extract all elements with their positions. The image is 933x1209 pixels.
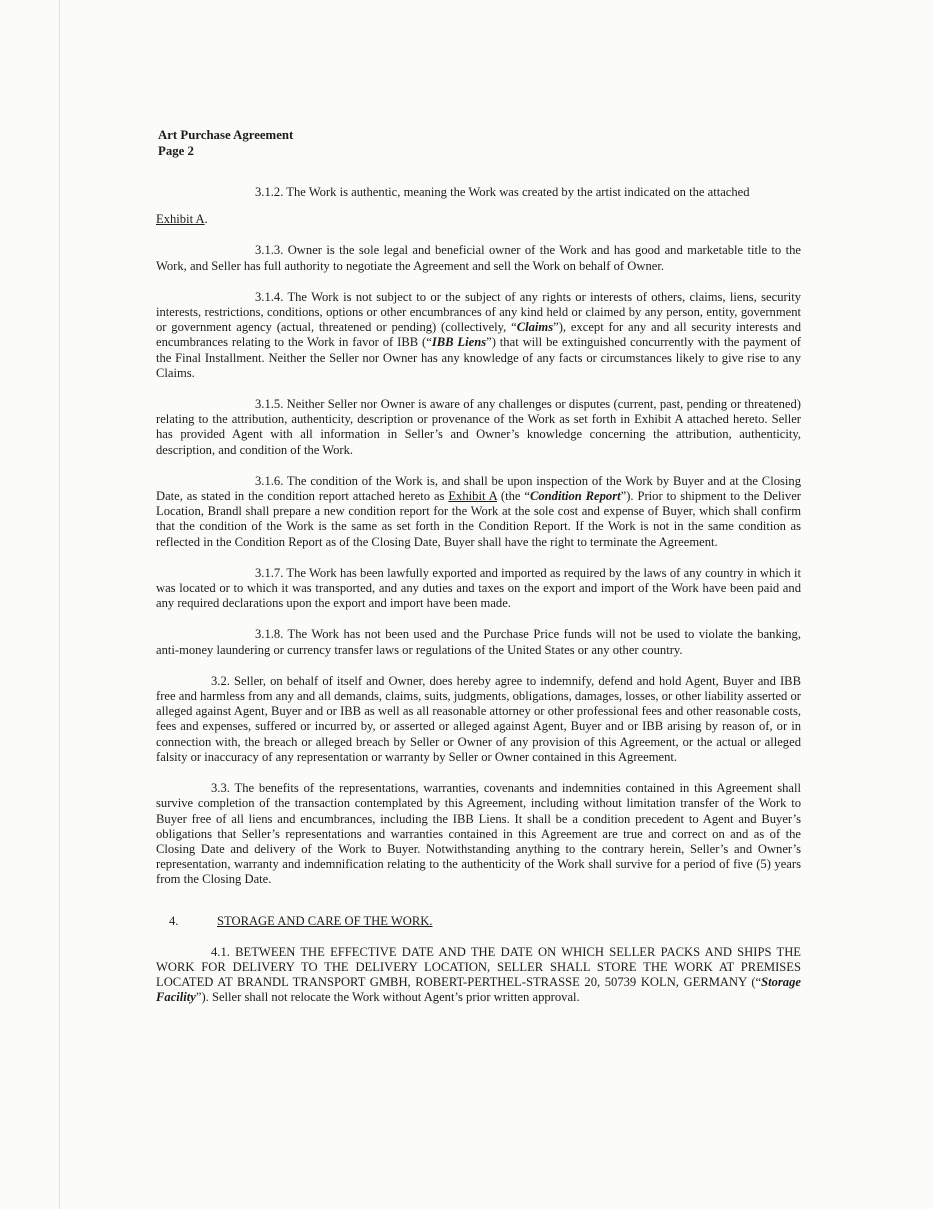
clause-3-3: 3.3. The benefits of the representations, warranties, covenants and indemnities contained in this Agreement shall survive completion of the transaction contemplated by this Agreement, including without limitation transfer of the Work to Buyer free of all liens and encumbrances, including the IBB Liens. It shall be a condition precedent to Agent and Buyer’s obligations that Seller’s representations and warranties contained in this Agreement are true and correct on and as of the Closing Date and delivery of the Work to Buyer. Notwithstanding anything to the contrary herein, Seller’s and Owner’s representation, warranty and indemnification relating to the authenticity of the Work shall survive for a period of five (5) years from the Closing Date. <box>156 781 801 887</box>
exhibit-a-reference: Exhibit A <box>448 489 498 504</box>
clause-3-1-4: 3.1.4. The Work is not subject to or the subject of any rights or interests of others, claims, liens, security interests, restrictions, conditions, options or other encumbrances of any kind held or claimed by any person, entity, government or government agency (actual, threatened or pending) (collectively, “Claims”), except for any and all security interests and encumbrances relating to the Work in favor of IBB (“IBB Liens”) that will be extinguished concurrently with the payment of the Final Installment. Neither the Seller nor Owner has any knowledge of any facts or circumstances likely to give rise to any Claims. <box>156 289 801 380</box>
document-page <box>156 128 801 1006</box>
exhibit-a-reference: Exhibit A <box>156 212 205 227</box>
clause-3-1-2-exhibit: Exhibit A. <box>156 212 208 227</box>
clause-3-1-5: 3.1.5. Neither Seller nor Owner is aware of any challenges or disputes (current, past, pending or threatened) relating to the attribution, authenticity, description or provenance of the Work as set forth in Exhibit A attached hereto. Seller has provided Agent with all information in Seller’s and Owner’s knowledge concerning the attribution, authenticity, description, and condition of the Work. <box>156 397 801 457</box>
defined-term-condition-report: Condition Report <box>529 489 621 504</box>
clause-3-1-2: 3.1.2. The Work is authentic, meaning the Work was created by the artist indicated on the attached <box>255 185 750 199</box>
section-4-title: STORAGE AND CARE OF THE WORK. <box>217 913 433 928</box>
document-header <box>158 128 801 159</box>
scan-edge <box>59 0 60 1209</box>
section-4-number: 4. <box>169 913 179 928</box>
clause-3-1-3: 3.1.3. Owner is the sole legal and beneficial owner of the Work and has good and marketable title to the Work, and Seller has full authority to negotiate the Agreement and sell the Work on behalf of Owner. <box>156 243 801 273</box>
defined-term-ibb-liens: IBB Liens <box>431 335 487 350</box>
defined-term-storage-facility: Storage Facility <box>156 975 801 1005</box>
clause-3-1-6: 3.1.6. The condition of the Work is, and shall be upon inspection of the Work by Buyer and at the Closing Date, as stated in the condition report attached hereto as Exhibit A (the “Condition Report”). Prior to shipment to the Deliver Location, Brandl shall prepare a new condition report for the Work at the sole cost and expense of Buyer, which shall confirm that the condition of the Work is the same as set forth in the Condition Report. If the Work is not in the same condition as reflected in the Condition Report as of the Closing Date, Buyer shall have the right to terminate the Agreement. <box>156 473 801 549</box>
defined-term-claims: Claims <box>516 320 554 335</box>
page-number: Page 2 <box>158 143 194 158</box>
clause-4-1: 4.1. BETWEEN THE EFFECTIVE DATE AND THE DATE ON WHICH SELLER PACKS AND SHIPS THE WORK FOR DELIVERY TO THE DELIVERY LOCATION, SELLER SHALL STORE THE WORK AT PREMISES LOCATED AT BRANDL TRANSPORT GMBH, ROBERT-PERTHEL-STRASSE 20, 50739 KOLN, GERMANY (“Storage Facility”). Seller shall not relocate the Work without Agent’s prior written approval. <box>156 944 801 1005</box>
clause-3-1-8: 3.1.8. The Work has not been used and the Purchase Price funds will not be used to violate the banking, anti-money laundering or currency transfer laws or regulations of the United States or any other country. <box>156 627 801 657</box>
document-title: Art Purchase Agreement <box>158 128 294 142</box>
section-4-heading <box>156 914 801 929</box>
clause-3-2: 3.2. Seller, on behalf of itself and Owner, does hereby agree to indemnify, defend and hold Agent, Buyer and IBB free and harmless from any and all demands, claims, suits, judgments, obligations, damages, losses, or other liability asserted or alleged against Agent, Buyer and or IBB as well as all reasonable attorney or other professional fees and other reasonable costs, fees and expenses, suffered or incurred by, or asserted or alleged against Agent, Buyer and or IBB arising by reason of, or in connection with, the breach or alleged breach by Seller or Owner of any provision of this Agreement, or the actual or alleged falsity or inaccuracy of any representation or warranty by Seller or Owner contained in this Agreement. <box>156 673 801 764</box>
clause-3-1-7: 3.1.7. The Work has been lawfully exported and imported as required by the laws of any country in which it was located or to which it was transported, and any duties and taxes on the export and import of the Work have been paid and any required declarations upon the export and import have been made. <box>156 565 801 611</box>
